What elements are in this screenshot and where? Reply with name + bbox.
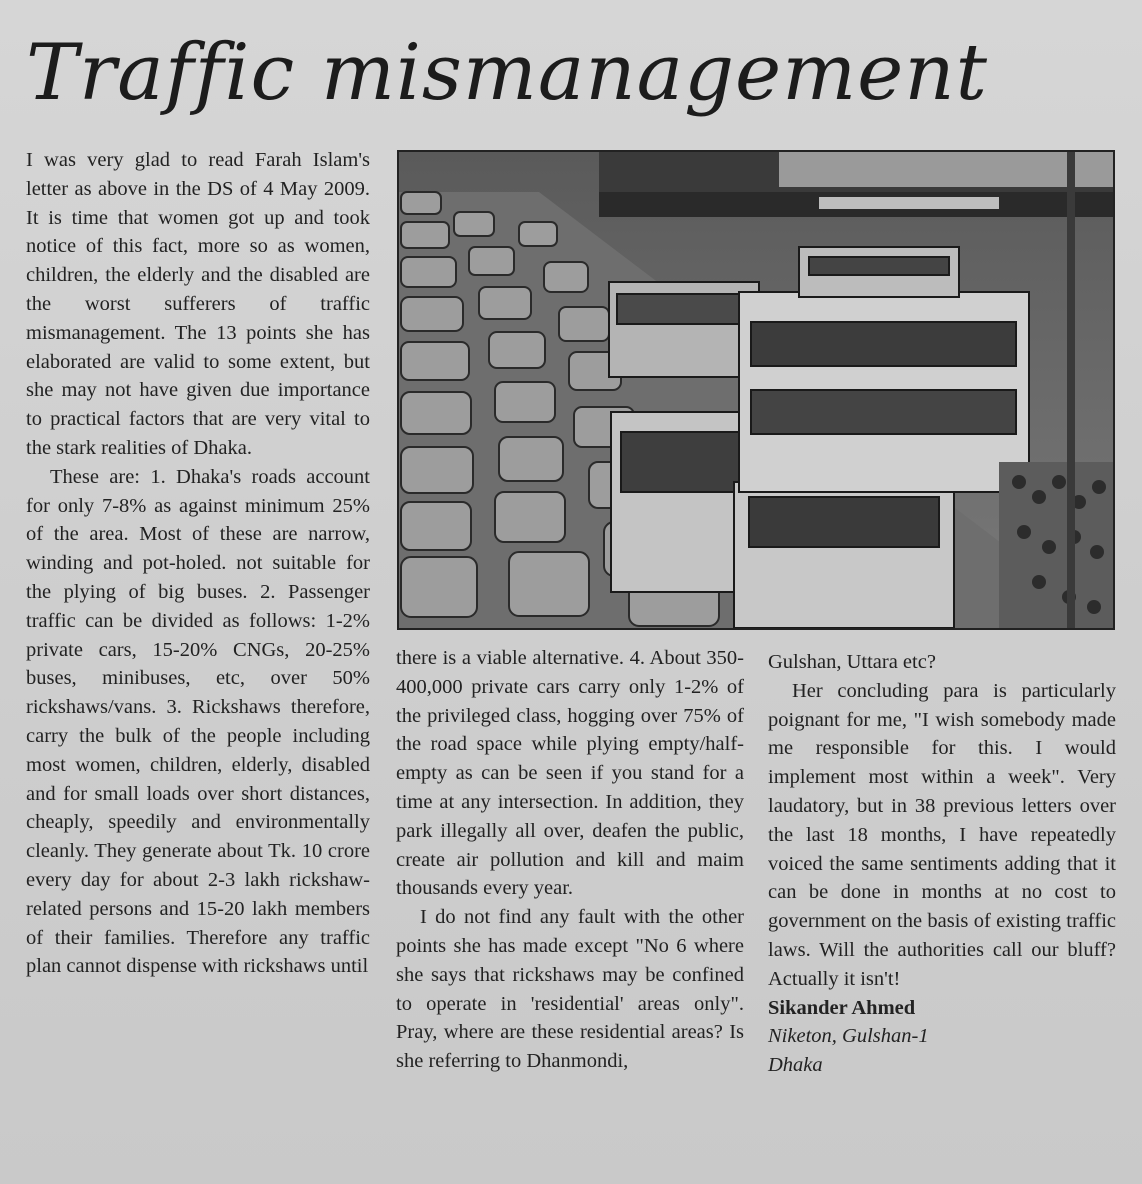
paragraph-1: I was very glad to read Farah Islam's letter as above in the DS of 4 May 2009. It is time that women got up and took notice of this fact, more so as women, children, the elderly and the disabled are the worst sufferers of traffic mismanagement. The 13 points she has elaborated are valid to some extent, but she may not have given due importance to practical factors that are very vital to the stark realities of Dhaka. xyxy=(26,149,370,459)
column-1 xyxy=(26,146,370,981)
paragraph-2: These are: 1. Dhaka's roads account for only 7-8% as against minimum 25% of the area. Most of these are narrow, winding and pot-holed. not suitable for the plying of big buses. 2. Passenger traffic can be divided as follows: 1-2% private cars, 15-20% CNGs, 20-25% buses, minibuses, etc, over 50% rickshaws/vans. 3. Rickshaws therefore, carry the bulk of the people including most women, children, elderly, disabled and for small loads over short distances, cheaply, speedily and environmentally cleanly. They generate about Tk. 10 crore every day for about 2-3 lakh rickshaw-related persons and 15-20 lakh members of their families. Therefore any traffic plan cannot dispense with rickshaws until xyxy=(26,465,370,978)
signature-address: Niketon, Gulshan-1 xyxy=(768,1025,929,1048)
column-3 xyxy=(768,648,1116,1080)
paragraph-4: I do not find any fault with the other points she has made except "No 6 where she says that rickshaws may be confined to operate in 'residential' areas only". Pray, where are these residential areas? Is she referring to Dhanmondi, xyxy=(396,906,744,1073)
signature-name: Sikander Ahmed xyxy=(768,996,916,1019)
signature-city: Dhaka xyxy=(768,1054,823,1077)
paragraph-6: Her concluding para is particularly poignant for me, "I wish somebody made me responsible for this. I would implement most within a week". Very laudatory, but in 38 previous letters over the last 18 months, I have repeatedly voiced the same sentiments adding that it can be done in months at no cost to government on the basis of existing traffic laws. Will the authorities call our bluff? Actually it isn't! xyxy=(768,679,1116,990)
column-2 xyxy=(396,644,744,1076)
paragraph-3: there is a viable alternative. 4. About 350-400,000 private cars carry only 1-2% of the privileged class, hogging over 75% of the road space while plying empty/half-empty as can be seen if you stand for a time at any intersection. In addition, they park illegally all over, deafen the public, create air pollution and kill and maim thousands every year. xyxy=(396,647,744,900)
traffic-jam-photo-icon xyxy=(397,150,1115,630)
paragraph-5: Gulshan, Uttara etc? xyxy=(768,651,936,673)
headline: Traffic mismanagement xyxy=(26,28,988,118)
